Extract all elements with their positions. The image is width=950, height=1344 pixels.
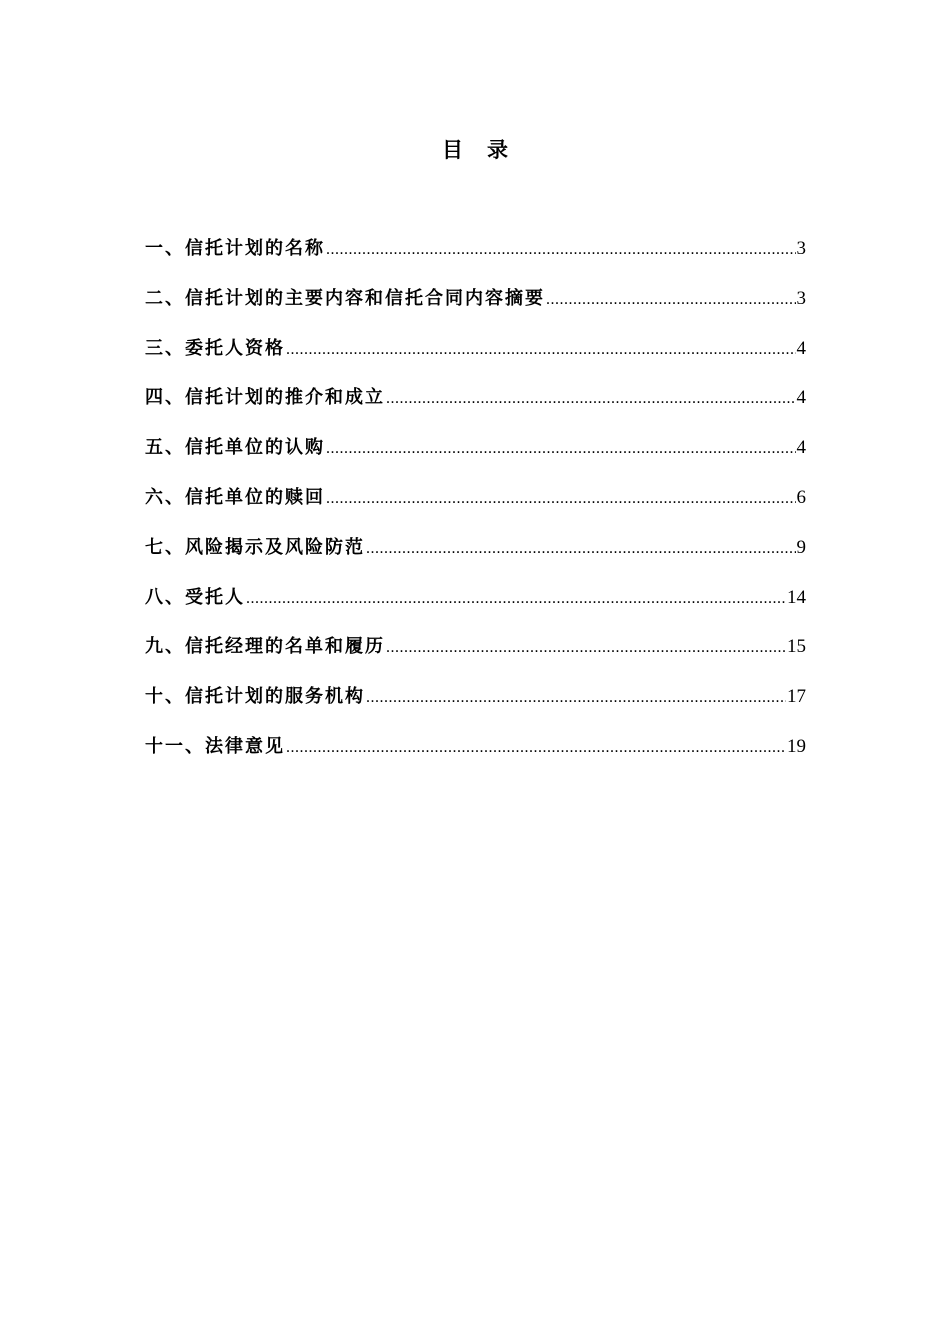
toc-dot-leader bbox=[286, 733, 786, 763]
toc-entry[interactable] bbox=[145, 533, 806, 583]
toc-entry-label: 五、信托单位的认购 bbox=[145, 437, 325, 459]
table-of-contents bbox=[145, 234, 806, 782]
toc-entry-label: 三、委托人资格 bbox=[145, 337, 285, 359]
toc-page-number: 6 bbox=[796, 486, 806, 508]
toc-entry[interactable] bbox=[145, 682, 806, 732]
toc-page-number: 15 bbox=[787, 636, 806, 658]
toc-entry-label: 九、信托经理的名单和履历 bbox=[145, 636, 385, 658]
page-title: 目录 bbox=[442, 137, 532, 162]
toc-dot-leader bbox=[366, 683, 786, 713]
toc-entry[interactable] bbox=[145, 632, 806, 682]
toc-entry-label: 十一、法律意见 bbox=[145, 735, 285, 757]
toc-dot-leader bbox=[326, 484, 796, 514]
toc-entry[interactable] bbox=[145, 732, 806, 782]
toc-dot-leader bbox=[386, 633, 786, 663]
toc-entry[interactable] bbox=[145, 234, 806, 284]
toc-entry[interactable] bbox=[145, 583, 806, 633]
toc-entry-label: 十、信托计划的服务机构 bbox=[145, 686, 365, 708]
toc-entry[interactable] bbox=[145, 383, 806, 433]
toc-entry[interactable] bbox=[145, 284, 806, 334]
toc-dot-leader bbox=[326, 235, 796, 265]
toc-page-number: 17 bbox=[787, 686, 806, 708]
toc-entry-label: 七、风险揭示及风险防范 bbox=[145, 536, 365, 558]
toc-entry-label: 二、信托计划的主要内容和信托合同内容摘要 bbox=[145, 287, 545, 309]
toc-page-number: 3 bbox=[796, 238, 806, 259]
toc-entry[interactable] bbox=[145, 433, 806, 483]
toc-entry-label: 一、信托计划的名称 bbox=[145, 238, 325, 259]
toc-dot-leader bbox=[546, 285, 796, 315]
toc-dot-leader bbox=[386, 384, 796, 414]
toc-entry-label: 四、信托计划的推介和成立 bbox=[145, 387, 385, 409]
toc-entry[interactable] bbox=[145, 483, 806, 533]
toc-entry-label: 八、受托人 bbox=[145, 586, 245, 608]
toc-page-number: 4 bbox=[796, 337, 806, 359]
toc-page-number: 4 bbox=[796, 387, 806, 409]
toc-page-number: 3 bbox=[796, 287, 806, 309]
toc-dot-leader bbox=[246, 584, 786, 614]
toc-dot-leader bbox=[326, 434, 796, 464]
toc-page-number: 9 bbox=[796, 536, 806, 558]
toc-entry-label: 六、信托单位的赎回 bbox=[145, 486, 325, 508]
toc-dot-leader bbox=[366, 534, 796, 564]
toc-page-number: 14 bbox=[787, 586, 806, 608]
toc-dot-leader bbox=[286, 335, 796, 365]
toc-page-number: 4 bbox=[796, 437, 806, 459]
toc-page-number: 19 bbox=[787, 735, 806, 757]
toc-entry[interactable] bbox=[145, 334, 806, 384]
